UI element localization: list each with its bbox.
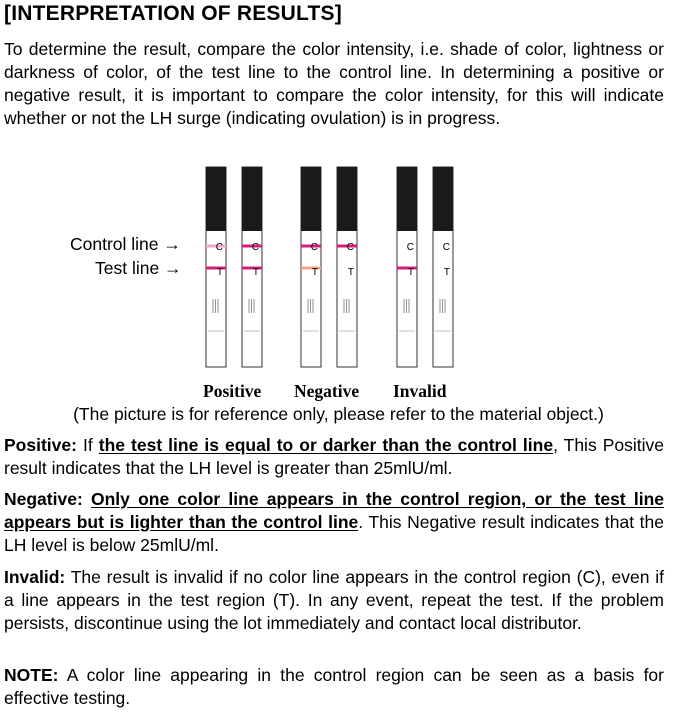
negative-pre: [83, 489, 91, 509]
c-mark-3: C: [310, 242, 318, 253]
negative-text: . This Negative result indicates that the LH level is below 25mlU/ml.: [4, 512, 664, 555]
c-mark-2: C: [251, 242, 259, 253]
c-mark-5: C: [406, 242, 414, 253]
caption-negative: Negative: [294, 381, 360, 401]
t-mark-2: T: [252, 267, 259, 278]
positive-label: Positive:: [4, 435, 77, 455]
t-mark-1: T: [216, 267, 223, 278]
c-mark-1: C: [215, 242, 223, 253]
strip-handle-4: [337, 167, 357, 231]
negative-label: Negative:: [4, 489, 83, 509]
invalid-text: The result is invalid if no color line appears in the control region (C), even if a line appears in the test region (T). In any event, repeat the test. If the problem persists, discontinue using the lot immediately and contact local distributor.: [4, 567, 664, 633]
positive-pre: If: [76, 435, 99, 455]
note-text: A color line appearing in the control region can be seen as a basis for effective testing.: [4, 665, 664, 708]
caption-invalid: Invalid: [393, 381, 447, 401]
positive-paragraph: [4, 434, 664, 480]
negative-paragraph: [4, 488, 664, 557]
c-mark-6: C: [442, 242, 450, 253]
test-strip-figure: [0, 165, 677, 390]
t-mark-4: T: [347, 267, 354, 278]
strip-handle-5: [397, 167, 417, 231]
positive-emphasis: the test line is equal to or darker than the control line: [98, 435, 554, 455]
strip-handle-6: [433, 167, 453, 231]
test-line-label: Test line →: [95, 258, 182, 278]
invalid-label: Invalid:: [4, 567, 66, 587]
strip-handle-3: [301, 167, 321, 231]
control-line-label: Control line →: [70, 234, 181, 254]
negative-emphasis: Only one color line appears in the control region, or the test line appears but is lighter than the control line: [4, 489, 664, 532]
c-mark-4: C: [346, 242, 354, 253]
strip-handle-1: [206, 167, 226, 231]
strips-illustration: [0, 165, 677, 390]
section-heading: [INTERPRETATION OF RESULTS]: [4, 2, 342, 25]
caption-positive: Positive: [203, 381, 262, 401]
t-mark-3: T: [311, 267, 318, 278]
intro-paragraph: To determine the result, compare the color intensity, i.e. shade of color, lightness or darkness of color, of the test line to the control line. In determining a positive or negative result, it is important to compare the color intensity, for this will indicate whether or not the LH surge (indicating ovulation) is in progress.: [4, 39, 664, 128]
reference-note: (The picture is for reference only, please refer to the material object.): [73, 404, 604, 424]
invalid-paragraph: [4, 566, 664, 635]
positive-text: , This Positive result indicates that the LH level is greater than 25mlU/ml.: [4, 435, 665, 478]
note-paragraph: [4, 664, 664, 710]
t-mark-6: T: [443, 267, 450, 278]
note-label: NOTE:: [4, 665, 59, 685]
t-mark-5: T: [407, 267, 414, 278]
strip-handle-2: [242, 167, 262, 231]
